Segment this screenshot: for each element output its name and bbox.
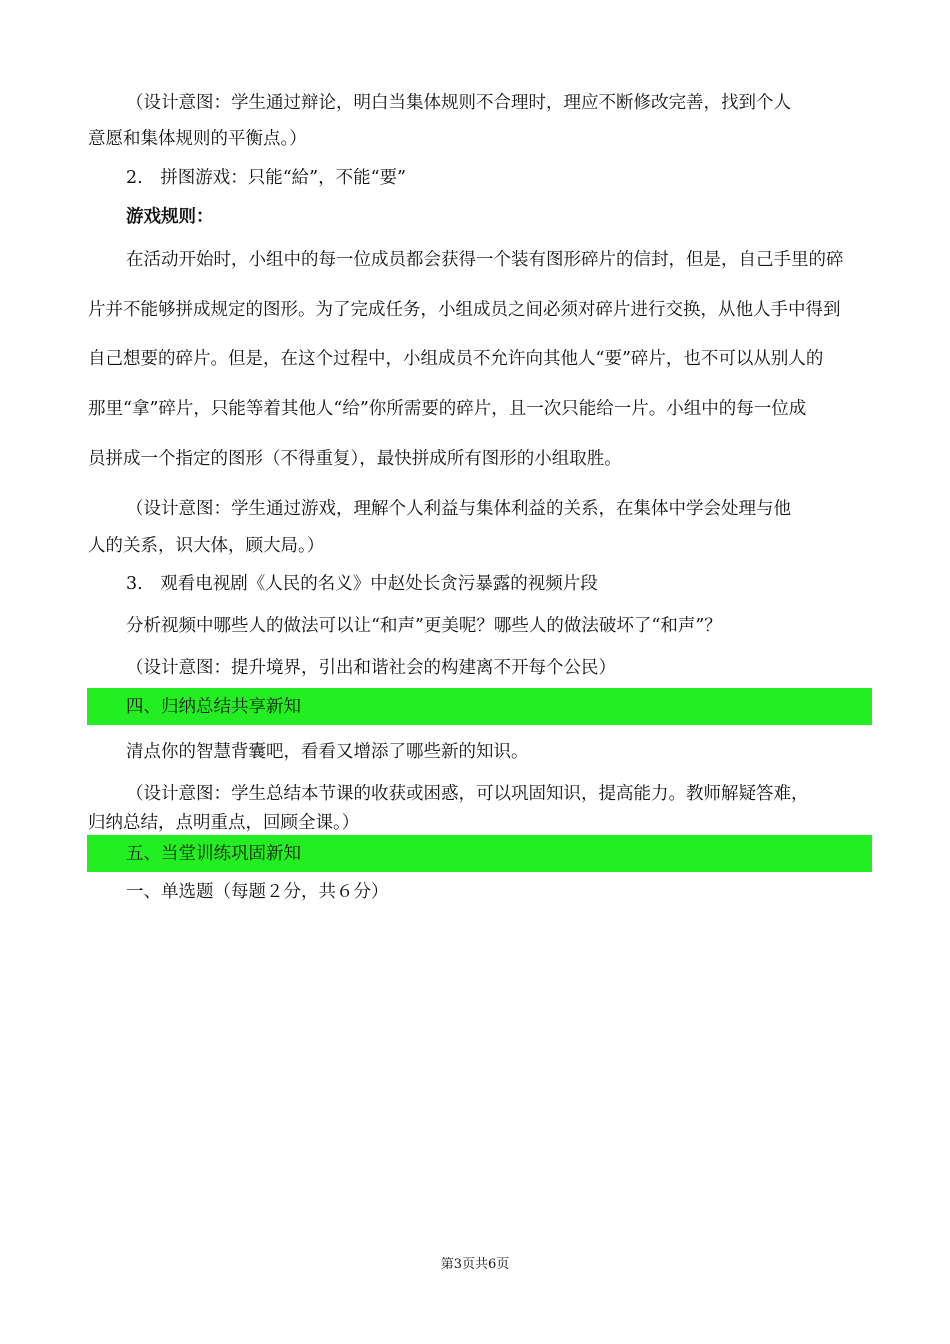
section-5-heading: 五、当堂训练巩固新知 <box>126 844 301 864</box>
page-footer: 第3页共6页 <box>440 1257 510 1272</box>
paragraph-line: 那里“拿”碎片，只能等着其他人“给”你所需要的碎片，且一次只能给一片。小组中的每一位成 <box>88 399 807 419</box>
section-4-heading-band <box>87 688 872 725</box>
item-2-title: 2. 拼图游戏：只能“給”，不能“要” <box>126 168 406 188</box>
paragraph-line: 人的关系，识大体，顾大局。） <box>88 536 325 556</box>
section-4-heading: 四、归纳总结共享新知 <box>126 697 301 717</box>
paragraph-line: 在活动开始时，小组中的每一位成员都会获得一个装有图形碎片的信封，但是，自己手里的碎 <box>126 250 844 270</box>
paragraph-line: 意愿和集体规则的平衡点。） <box>88 129 307 149</box>
paragraph-line: （设计意图：学生通过辩论，明白当集体规则不合理时，理应不断修改完善，找到个人 <box>126 93 791 113</box>
section-5-subheading: 一、单选题（每题２分，共６分） <box>126 882 389 902</box>
item-3-title: 3. 观看电视剧《人民的名义》中赵处长贪污暴露的视频片段 <box>126 574 598 594</box>
paragraph-line: （设计意图：学生总结本节课的收获或困惑，可以巩固知识，提高能力。教师解疑答难， <box>126 784 809 804</box>
paragraph-line: 员拼成一个指定的图形（不得重复），最快拼成所有图形的小组取胜。 <box>88 449 622 469</box>
item-3-question: 分析视频中哪些人的做法可以让“和声”更美呢？哪些人的做法破坏了“和声”？ <box>126 616 722 636</box>
paragraph-line: 片并不能够拼成规定的图形。为了完成任务，小组成员之间必须对碎片进行交换，从他人手中得到 <box>88 300 841 320</box>
paragraph-line: （设计意图：学生通过游戏，理解个人利益与集体利益的关系，在集体中学会处理与他 <box>126 499 791 519</box>
paragraph-line: 自己想要的碎片。但是，在这个过程中，小组成员不允许向其他人“要”碎片，也不可以从别人的 <box>88 349 824 369</box>
section-5-heading-band <box>87 835 872 872</box>
paragraph-line: 归纳总结，点明重点，回顾全课。） <box>88 813 360 833</box>
design-intent-3: （设计意图：提升境界，引出和谐社会的构建离不开每个公民） <box>126 658 616 678</box>
rules-heading: 游戏规则： <box>126 207 214 227</box>
section-4-text: 清点你的智慧背囊吧，看看又增添了哪些新的知识。 <box>126 742 529 762</box>
